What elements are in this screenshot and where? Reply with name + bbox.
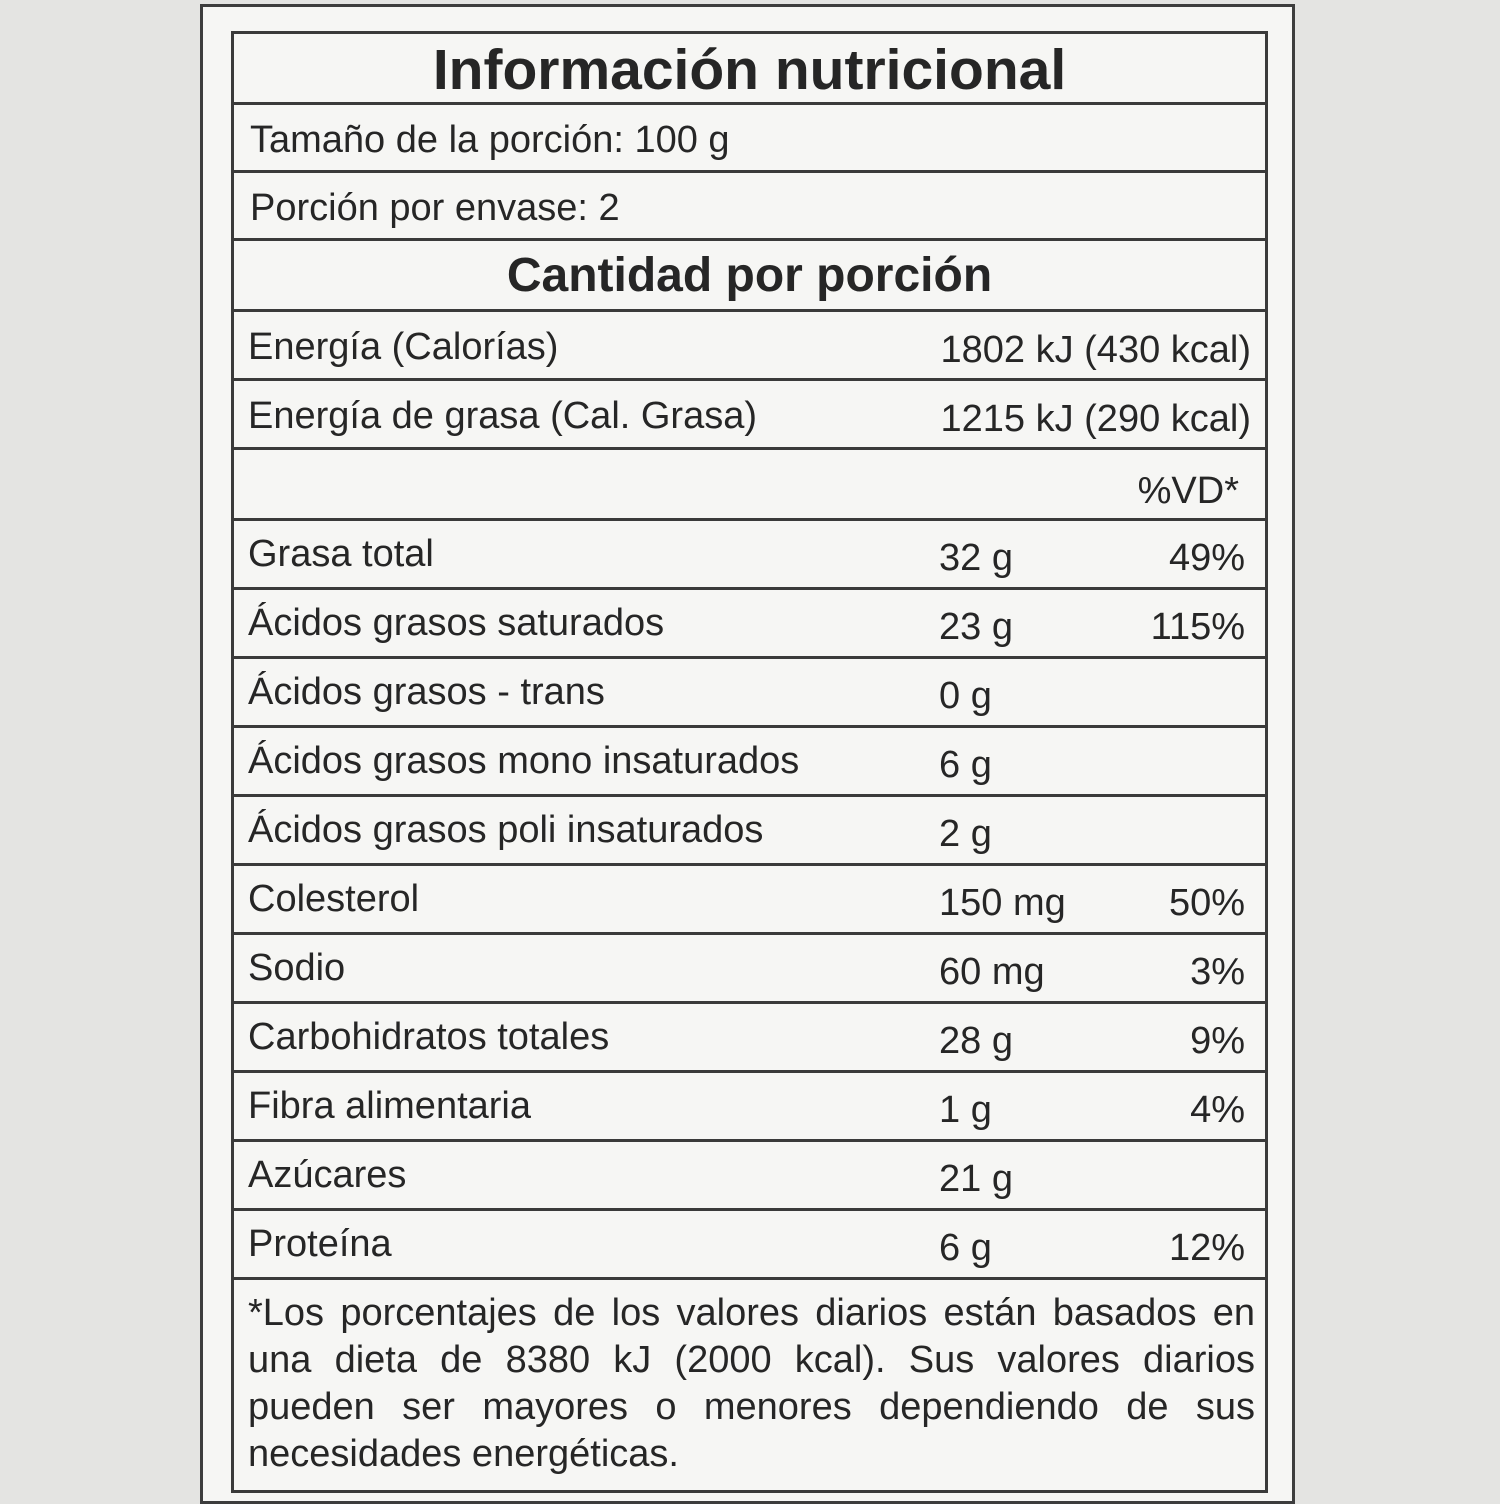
nutrient-row-saturated-fat [234, 590, 1265, 659]
energy-row [234, 312, 1265, 381]
nutrient-row-cholesterol [234, 866, 1265, 935]
nutrient-amount: 1 g [939, 1089, 992, 1131]
nutrient-row-polyunsaturated-fat [234, 797, 1265, 866]
nutrient-row-total-fat [234, 521, 1265, 590]
nutrient-amount: 6 g [939, 1227, 992, 1269]
energy-label: Energía (Calorías) [248, 326, 559, 368]
servings-per-container: Porción por envase: 2 [234, 173, 1265, 241]
energy-value: 1802 kJ (430 kcal) [940, 329, 1251, 371]
energy-from-fat-row [234, 381, 1265, 450]
nutrient-name: Sodio [248, 947, 346, 989]
label-title: Información nutricional [234, 34, 1265, 105]
amount-per-serving-heading: Cantidad por porción [234, 241, 1265, 312]
nutrient-row-sugars [234, 1142, 1265, 1211]
nutrient-name: Ácidos grasos - trans [248, 671, 605, 713]
nutrient-amount: 32 g [939, 537, 1013, 579]
nutrient-name: Carbohidratos totales [248, 1016, 610, 1058]
nutrient-amount: 2 g [939, 813, 992, 855]
nutrient-name: Fibra alimentaria [248, 1085, 531, 1127]
nutrient-amount: 0 g [939, 675, 992, 717]
nutrient-amount: 60 mg [939, 951, 1045, 993]
nutrient-row-sodium [234, 935, 1265, 1004]
nutrient-row-trans-fat [234, 659, 1265, 728]
nutrition-label-card [200, 4, 1295, 1504]
nutrient-row-monounsaturated-fat [234, 728, 1265, 797]
nutrient-name: Grasa total [248, 533, 434, 575]
energy-from-fat-label: Energía de grasa (Cal. Grasa) [248, 395, 758, 437]
nutrient-daily-value: 49% [1168, 537, 1245, 579]
nutrient-row-dietary-fiber [234, 1073, 1265, 1142]
serving-size: Tamaño de la porción: 100 g [234, 105, 1265, 173]
nutrient-amount: 21 g [939, 1158, 1013, 1200]
daily-value-header: %VD* [1137, 470, 1239, 512]
daily-value-footnote: *Los porcentajes de los valores diarios están basados en una dieta de 8380 kJ (2000 kcal). Sus valores diarios pueden ser mayores o menores dependiendo de sus necesidades energéticas. [248, 1292, 1255, 1475]
nutrient-name: Ácidos grasos saturados [248, 602, 665, 644]
nutrient-daily-value: 50% [1168, 882, 1245, 924]
nutrition-facts-table [231, 31, 1268, 1493]
nutrient-daily-value: 115% [1150, 606, 1245, 648]
nutrient-name: Colesterol [248, 878, 420, 920]
nutrient-name: Ácidos grasos mono insaturados [248, 740, 800, 782]
nutrient-daily-value: 9% [1190, 1020, 1245, 1062]
nutrient-daily-value: 4% [1190, 1089, 1245, 1131]
nutrient-name: Ácidos grasos poli insaturados [248, 809, 764, 851]
nutrient-row-protein [234, 1211, 1265, 1280]
nutrient-daily-value: 12% [1168, 1227, 1245, 1269]
nutrient-name: Proteína [248, 1223, 392, 1265]
nutrient-amount: 28 g [939, 1020, 1013, 1062]
nutrient-daily-value: 3% [1190, 951, 1245, 993]
nutrient-amount: 23 g [939, 606, 1013, 648]
nutrient-amount: 6 g [939, 744, 992, 786]
nutrient-name: Azúcares [248, 1154, 407, 1196]
energy-from-fat-value: 1215 kJ (290 kcal) [940, 398, 1251, 440]
daily-value-header-row [234, 450, 1265, 521]
nutrient-row-total-carbohydrates [234, 1004, 1265, 1073]
nutrient-amount: 150 mg [939, 882, 1066, 924]
